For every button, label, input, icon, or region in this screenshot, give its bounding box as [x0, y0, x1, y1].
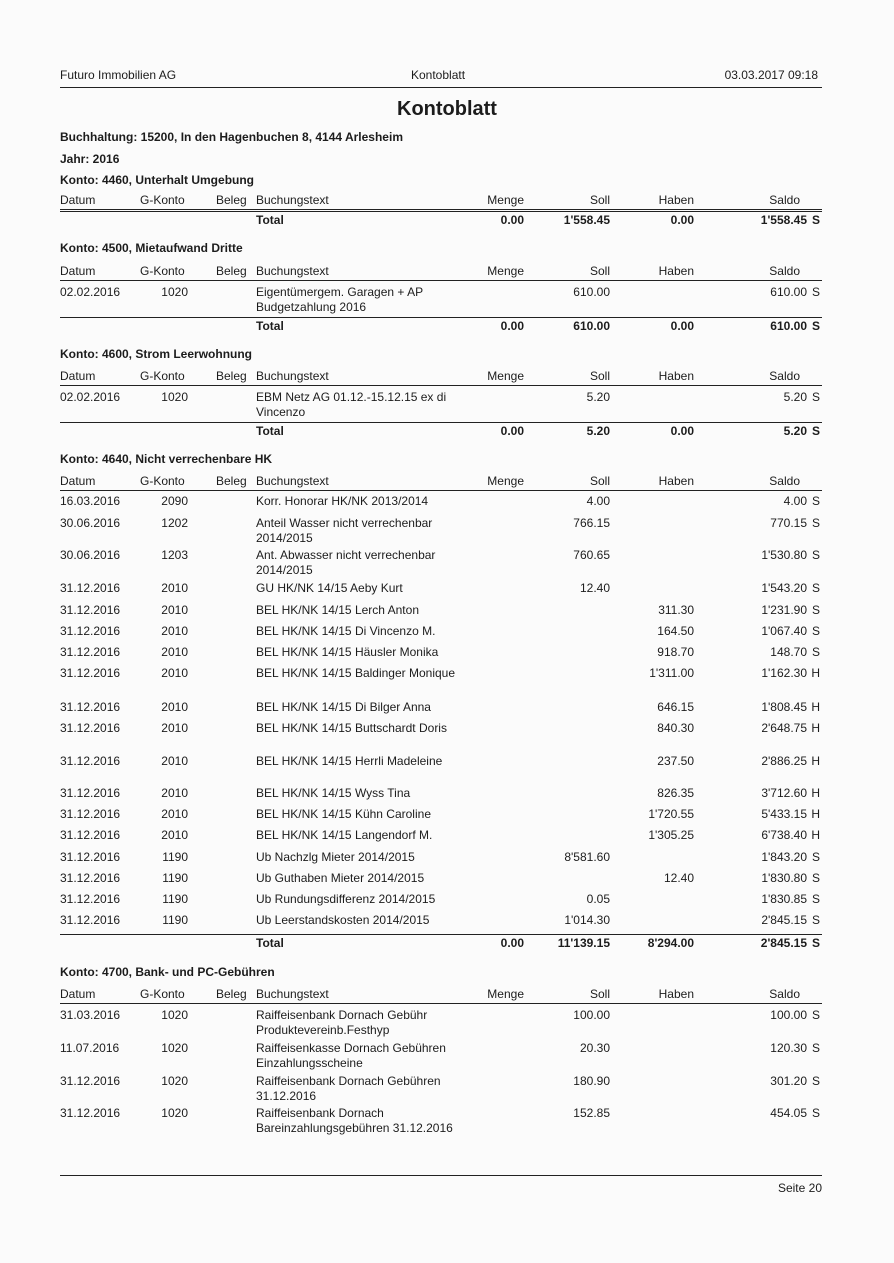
- row-gkonto: 1020: [161, 1074, 188, 1088]
- column-header-datum: Datum: [60, 987, 96, 1001]
- row-date: 31.12.2016: [60, 1074, 121, 1088]
- row-buchungstext: Korr. Honorar HK/NK 2013/2014: [256, 494, 429, 508]
- row-saldo-side: S: [811, 285, 820, 299]
- row-saldo: 301.20: [770, 1074, 807, 1088]
- year-info: Jahr: 2016: [60, 152, 120, 166]
- column-header-saldo: Saldo: [769, 987, 800, 1001]
- column-header-beleg: Beleg: [216, 369, 247, 383]
- row-soll: 610.00: [573, 285, 610, 299]
- column-header-haben: Haben: [658, 474, 694, 488]
- column-header-soll: Soll: [589, 193, 610, 207]
- total-label: Total: [256, 424, 284, 438]
- row-buchungstext: Ub Rundungsdifferenz 2014/2015: [256, 892, 436, 906]
- row-saldo-side: S: [811, 850, 820, 864]
- row-saldo-side: H: [811, 754, 820, 768]
- header-rule: [60, 1003, 822, 1004]
- column-header-gkonto: G-Konto: [140, 474, 185, 488]
- row-buchungstext: Raiffeisenbank Dornach Gebühr Produktevereinb.Festhyp: [256, 1008, 428, 1037]
- row-gkonto: 2010: [161, 754, 188, 768]
- total-label: Total: [256, 213, 284, 227]
- row-gkonto: 1190: [162, 850, 188, 864]
- row-gkonto: 1190: [162, 871, 188, 885]
- row-gkonto: 1020: [161, 1106, 188, 1120]
- row-saldo-side: S: [811, 871, 820, 885]
- row-date: 02.02.2016: [60, 390, 121, 404]
- row-soll: 100.00: [573, 1008, 610, 1022]
- row-saldo: 1'067.40: [761, 624, 807, 638]
- total-rule: [60, 317, 822, 318]
- row-saldo-side: S: [811, 516, 820, 530]
- header-datetime: 03.03.2017 09:18: [724, 68, 818, 82]
- row-saldo-side: S: [811, 1041, 820, 1055]
- page-title: Kontoblatt: [397, 98, 497, 120]
- row-date: 11.07.2016: [60, 1041, 120, 1055]
- row-buchungstext: Ant. Abwasser nicht verrechenbar 2014/2015: [256, 548, 436, 577]
- column-header-datum: Datum: [60, 369, 96, 383]
- row-soll: 4.00: [586, 494, 610, 508]
- column-header-datum: Datum: [60, 474, 96, 488]
- column-header-soll: Soll: [589, 474, 610, 488]
- row-saldo: 2'886.25: [761, 754, 807, 768]
- column-header-menge: Menge: [487, 264, 524, 278]
- row-buchungstext: GU HK/NK 14/15 Aeby Kurt: [256, 581, 403, 595]
- row-soll: 180.90: [573, 1074, 610, 1088]
- total-saldo: 2'845.15: [760, 936, 807, 950]
- row-gkonto: 2010: [161, 828, 188, 842]
- total-soll: 5.20: [586, 424, 610, 438]
- total-haben: 0.00: [670, 424, 694, 438]
- row-saldo: 100.00: [770, 1008, 807, 1022]
- row-date: 31.12.2016: [60, 1106, 121, 1120]
- row-buchungstext: Raiffeisenbank Dornach Gebühren 31.12.2016: [256, 1074, 441, 1103]
- column-header-datum: Datum: [60, 193, 96, 207]
- row-gkonto: 2010: [161, 721, 188, 735]
- column-header-soll: Soll: [589, 369, 610, 383]
- row-saldo-side: S: [811, 1106, 820, 1120]
- row-saldo: 1'162.30: [761, 666, 807, 680]
- total-soll: 610.00: [573, 319, 610, 333]
- row-buchungstext: Anteil Wasser nicht verrechenbar 2014/2015: [256, 516, 433, 545]
- total-saldo: 610.00: [770, 319, 807, 333]
- row-buchungstext: Ub Guthaben Mieter 2014/2015: [256, 871, 425, 885]
- total-menge: 0.00: [500, 936, 524, 950]
- total-saldo-side: S: [811, 319, 820, 333]
- row-saldo-side: S: [811, 624, 820, 638]
- row-soll: 5.20: [586, 390, 610, 404]
- column-header-text: Buchungstext: [256, 987, 329, 1001]
- total-haben: 0.00: [670, 213, 694, 227]
- row-gkonto: 2010: [161, 624, 188, 638]
- row-date: 31.12.2016: [60, 754, 121, 768]
- row-soll: 760.65: [573, 548, 610, 562]
- row-buchungstext: Eigentümergem. Garagen + AP Budgetzahlung 2016: [256, 285, 423, 314]
- row-date: 31.12.2016: [60, 603, 121, 617]
- buchhaltung-info: Buchhaltung: 15200, In den Hagenbuchen 8, 4144 Arlesheim: [60, 130, 403, 144]
- account-title: Konto: 4460, Unterhalt Umgebung: [60, 173, 255, 187]
- total-rule: [60, 934, 822, 935]
- column-header-text: Buchungstext: [256, 264, 329, 278]
- row-saldo-side: S: [811, 892, 820, 906]
- footer-rule: [60, 1175, 822, 1176]
- column-header-menge: Menge: [487, 987, 524, 1001]
- row-date: 31.12.2016: [60, 807, 121, 821]
- account-title: Konto: 4500, Mietaufwand Dritte: [60, 241, 243, 255]
- row-buchungstext: BEL HK/NK 14/15 Herrli Madeleine: [256, 754, 443, 768]
- row-saldo: 148.70: [770, 645, 807, 659]
- column-header-saldo: Saldo: [769, 264, 800, 278]
- row-date: 31.12.2016: [60, 721, 121, 735]
- row-saldo: 4.00: [783, 494, 807, 508]
- row-haben: 918.70: [657, 645, 694, 659]
- row-saldo-side: H: [811, 700, 820, 714]
- row-saldo-side: S: [811, 1008, 820, 1022]
- row-date: 30.06.2016: [60, 516, 121, 530]
- row-gkonto: 1020: [161, 390, 188, 404]
- row-date: 31.12.2016: [60, 850, 121, 864]
- row-date: 31.12.2016: [60, 666, 121, 680]
- total-soll: 1'558.45: [563, 213, 610, 227]
- column-header-haben: Haben: [658, 193, 694, 207]
- total-label: Total: [256, 319, 284, 333]
- row-saldo: 454.05: [770, 1106, 807, 1120]
- row-saldo-side: H: [811, 666, 820, 680]
- row-saldo: 770.15: [770, 516, 807, 530]
- column-header-saldo: Saldo: [769, 193, 800, 207]
- row-saldo-side: S: [811, 603, 820, 617]
- row-haben: 1'720.55: [648, 807, 694, 821]
- row-buchungstext: Ub Leerstandskosten 2014/2015: [256, 913, 430, 927]
- row-date: 02.02.2016: [60, 285, 121, 299]
- row-saldo: 1'231.90: [761, 603, 807, 617]
- row-haben: 12.40: [663, 871, 694, 885]
- row-saldo-side: H: [811, 807, 820, 821]
- row-gkonto: 2010: [161, 603, 188, 617]
- row-saldo: 120.30: [770, 1041, 807, 1055]
- column-header-beleg: Beleg: [216, 264, 247, 278]
- row-buchungstext: BEL HK/NK 14/15 Di Vincenzo M.: [256, 624, 436, 638]
- row-buchungstext: BEL HK/NK 14/15 Langendorf M.: [256, 828, 433, 842]
- row-buchungstext: BEL HK/NK 14/15 Lerch Anton: [256, 603, 419, 617]
- row-buchungstext: BEL HK/NK 14/15 Baldinger Monique: [256, 666, 456, 680]
- row-saldo: 1'543.20: [761, 581, 807, 595]
- row-saldo-side: S: [811, 1074, 820, 1088]
- row-haben: 237.50: [657, 754, 694, 768]
- column-header-haben: Haben: [658, 987, 694, 1001]
- column-header-soll: Soll: [589, 987, 610, 1001]
- page-number: Seite 20: [777, 1181, 822, 1195]
- row-soll: 766.15: [573, 516, 610, 530]
- row-saldo: 1'830.80: [761, 871, 807, 885]
- account-title: Konto: 4600, Strom Leerwohnung: [60, 347, 253, 361]
- column-header-text: Buchungstext: [256, 474, 329, 488]
- column-header-gkonto: G-Konto: [140, 193, 185, 207]
- total-saldo-side: S: [811, 213, 820, 227]
- header-rule: [60, 209, 822, 210]
- row-haben: 826.35: [657, 786, 694, 800]
- row-saldo: 1'830.85: [761, 892, 807, 906]
- row-gkonto: 2010: [161, 666, 188, 680]
- row-buchungstext: BEL HK/NK 14/15 Wyss Tina: [256, 786, 411, 800]
- row-saldo-side: S: [811, 390, 820, 404]
- total-rule: [60, 211, 822, 212]
- row-buchungstext: BEL HK/NK 14/15 Häusler Monika: [256, 645, 439, 659]
- row-saldo-side: S: [811, 581, 820, 595]
- row-buchungstext: EBM Netz AG 01.12.-15.12.15 ex di Vincenzo: [256, 390, 447, 419]
- row-haben: 840.30: [657, 721, 694, 735]
- row-date: 31.12.2016: [60, 913, 121, 927]
- row-haben: 1'305.25: [648, 828, 694, 842]
- row-gkonto: 2010: [161, 645, 188, 659]
- row-saldo-side: H: [811, 786, 820, 800]
- row-gkonto: 2010: [161, 807, 188, 821]
- row-gkonto: 2010: [161, 786, 188, 800]
- total-saldo-side: S: [811, 424, 820, 438]
- header-rule: [60, 280, 822, 281]
- row-saldo: 1'530.80: [761, 548, 807, 562]
- total-menge: 0.00: [500, 424, 524, 438]
- total-saldo-side: S: [811, 936, 820, 950]
- total-rule: [60, 422, 822, 423]
- total-menge: 0.00: [500, 213, 524, 227]
- row-haben: 164.50: [657, 624, 694, 638]
- row-saldo: 2'845.15: [761, 913, 807, 927]
- row-saldo-side: H: [811, 721, 820, 735]
- row-gkonto: 1020: [161, 285, 188, 299]
- row-gkonto: 2090: [161, 494, 188, 508]
- column-header-menge: Menge: [487, 193, 524, 207]
- column-header-text: Buchungstext: [256, 369, 329, 383]
- column-header-haben: Haben: [658, 369, 694, 383]
- column-header-beleg: Beleg: [216, 193, 247, 207]
- column-header-saldo: Saldo: [769, 369, 800, 383]
- row-gkonto: 2010: [161, 581, 188, 595]
- account-title: Konto: 4640, Nicht verrechenbare HK: [60, 452, 273, 466]
- row-gkonto: 1202: [161, 516, 188, 530]
- row-soll: 8'581.60: [564, 850, 610, 864]
- row-haben: 1'311.00: [649, 666, 694, 680]
- row-buchungstext: Raiffeisenkasse Dornach Gebühren Einzahlungsscheine: [256, 1041, 446, 1070]
- row-saldo-side: S: [811, 913, 820, 927]
- header-center-title: Kontoblatt: [411, 68, 466, 82]
- row-saldo-side: S: [811, 645, 820, 659]
- row-gkonto: 1020: [161, 1041, 188, 1055]
- row-gkonto: 1203: [161, 548, 188, 562]
- row-haben: 646.15: [657, 700, 694, 714]
- column-header-text: Buchungstext: [256, 193, 329, 207]
- header-rule: [60, 87, 822, 88]
- row-soll: 12.40: [579, 581, 610, 595]
- column-header-soll: Soll: [589, 264, 610, 278]
- row-saldo-side: H: [811, 828, 820, 842]
- row-buchungstext: Ub Nachzlg Mieter 2014/2015: [256, 850, 415, 864]
- row-saldo-side: S: [811, 494, 820, 508]
- row-gkonto: 2010: [161, 700, 188, 714]
- row-date: 30.06.2016: [60, 548, 121, 562]
- row-soll: 152.85: [573, 1106, 610, 1120]
- total-haben: 8'294.00: [647, 936, 694, 950]
- column-header-saldo: Saldo: [769, 474, 800, 488]
- row-buchungstext: Raiffeisenbank Dornach Bareinzahlungsgebühren 31.12.2016: [256, 1106, 453, 1135]
- row-haben: 311.30: [658, 603, 694, 617]
- row-saldo: 6'738.40: [761, 828, 807, 842]
- row-buchungstext: BEL HK/NK 14/15 Buttschardt Doris: [256, 721, 447, 735]
- column-header-gkonto: G-Konto: [140, 987, 185, 1001]
- row-date: 31.12.2016: [60, 581, 121, 595]
- row-saldo: 1'843.20: [761, 850, 807, 864]
- row-date: 31.12.2016: [60, 892, 121, 906]
- row-date: 31.12.2016: [60, 624, 121, 638]
- row-date: 31.03.2016: [60, 1008, 121, 1022]
- row-date: 16.03.2016: [60, 494, 121, 508]
- row-soll: 20.30: [579, 1041, 610, 1055]
- total-label: Total: [256, 936, 284, 950]
- column-header-menge: Menge: [487, 369, 524, 383]
- header-rule: [60, 385, 822, 386]
- column-header-beleg: Beleg: [216, 474, 247, 488]
- row-date: 31.12.2016: [60, 786, 121, 800]
- row-saldo: 3'712.60: [761, 786, 807, 800]
- header-rule: [60, 490, 822, 491]
- total-haben: 0.00: [670, 319, 694, 333]
- total-menge: 0.00: [500, 319, 524, 333]
- column-header-gkonto: G-Konto: [140, 369, 185, 383]
- row-gkonto: 1190: [162, 913, 188, 927]
- row-date: 31.12.2016: [60, 871, 121, 885]
- column-header-haben: Haben: [658, 264, 694, 278]
- column-header-menge: Menge: [487, 474, 524, 488]
- row-date: 31.12.2016: [60, 645, 121, 659]
- header-company: Futuro Immobilien AG: [60, 68, 177, 82]
- row-saldo: 610.00: [770, 285, 807, 299]
- row-saldo: 5.20: [783, 390, 807, 404]
- column-header-datum: Datum: [60, 264, 96, 278]
- row-buchungstext: BEL HK/NK 14/15 Kühn Caroline: [256, 807, 431, 821]
- row-date: 31.12.2016: [60, 700, 121, 714]
- total-soll: 11'139.15: [557, 936, 610, 950]
- row-gkonto: 1190: [162, 892, 188, 906]
- row-soll: 1'014.30: [564, 913, 610, 927]
- row-date: 31.12.2016: [60, 828, 121, 842]
- row-saldo: 2'648.75: [761, 721, 807, 735]
- column-header-beleg: Beleg: [216, 987, 247, 1001]
- row-soll: 0.05: [586, 892, 610, 906]
- column-header-gkonto: G-Konto: [140, 264, 185, 278]
- row-saldo: 5'433.15: [761, 807, 807, 821]
- row-gkonto: 1020: [161, 1008, 188, 1022]
- row-saldo-side: S: [811, 548, 820, 562]
- row-buchungstext: BEL HK/NK 14/15 Di Bilger Anna: [256, 700, 431, 714]
- total-saldo: 1'558.45: [760, 213, 807, 227]
- total-saldo: 5.20: [783, 424, 807, 438]
- account-title: Konto: 4700, Bank- und PC-Gebühren: [60, 965, 275, 979]
- row-saldo: 1'808.45: [761, 700, 807, 714]
